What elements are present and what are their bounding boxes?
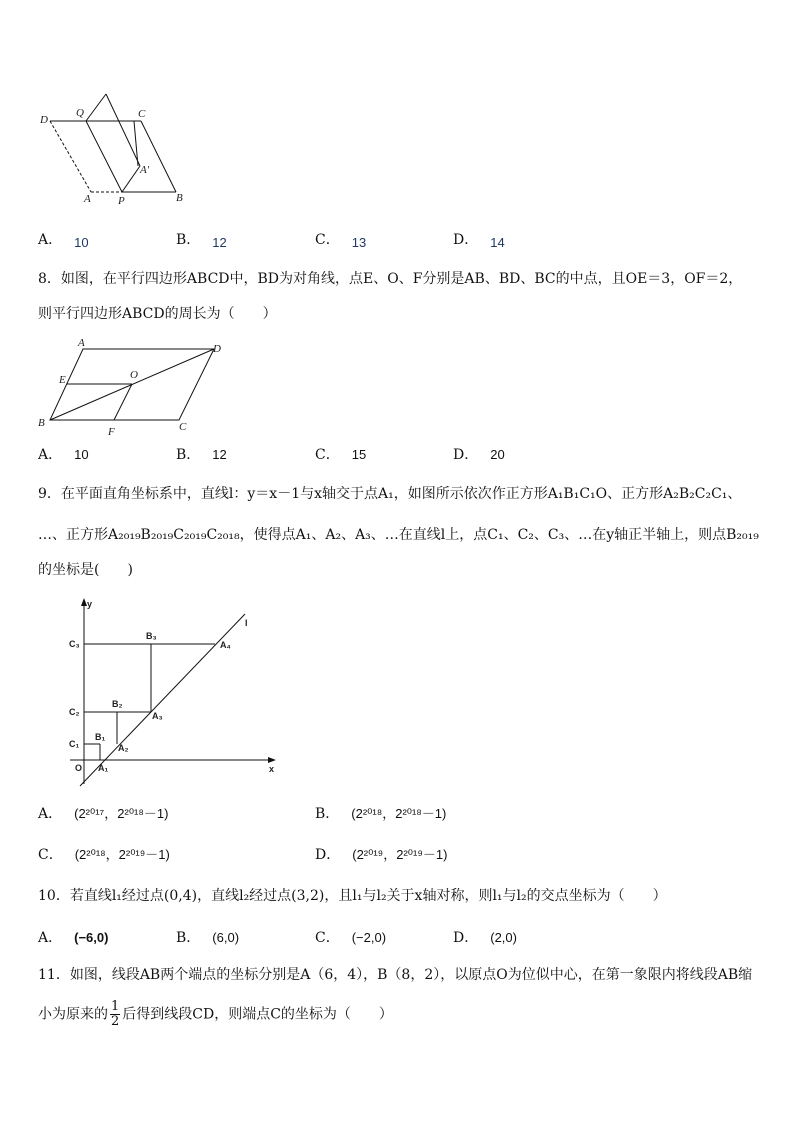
q11-question-line2 (38, 1000, 393, 1029)
q9-label-b1: B₁ (95, 732, 106, 742)
q9-option-a[interactable]: A． (2²⁰¹⁷，2²⁰¹⁸－1) (38, 806, 169, 822)
q9-label-a2: A₂ (118, 743, 129, 753)
q11-fraction-numerator: 1 (111, 999, 120, 1014)
q7-label-c: C (138, 108, 146, 120)
q9-label-c2: C₂ (69, 707, 80, 717)
q9-figure (60, 596, 280, 792)
q9-label-y: y (87, 599, 93, 609)
q8-option-d[interactable]: D． 20 (453, 447, 505, 463)
q9-question-line2: …、正方形A₂₀₁₉B₂₀₁₉C₂₀₁₉C₂₀₁₈，使得点A₁、A₂、A₃、…在直线l上，点C₁、C₂、C₃、…在y轴正半轴上，则点B₂₀₁₉ (38, 527, 759, 543)
q11-fraction (110, 1000, 120, 1029)
q9-question-line1: 9．在平面直角坐标系中，直线l：y＝x－1与x轴交于点A₁，如图所示依次作正方形A₁B₁C₁O、正方形A₂B₂C₂C₁、 (38, 486, 742, 502)
q8-label-f: F (108, 426, 115, 438)
q9-label-a3: A₃ (152, 711, 163, 721)
q8-label-d: D (213, 343, 221, 355)
q9-label-b2: B₂ (112, 699, 123, 709)
q7-label-p: P (118, 195, 125, 207)
q8-option-a[interactable]: A． 10 (38, 447, 89, 463)
q9-label-c1: C₁ (69, 739, 80, 749)
q7-label-b: B (176, 192, 183, 204)
q9-question-line3: 的坐标是( ) (38, 562, 133, 578)
q11-line2-after: 后得到线段CD，则端点C的坐标为（ ） (122, 1006, 393, 1023)
q9-label-l: l (245, 618, 248, 628)
q7-figure (36, 88, 196, 208)
q9-label-a4: A₄ (220, 640, 231, 650)
q9-label-a1: A₁ (98, 763, 109, 773)
q8-label-c: C (179, 421, 187, 433)
q7-option-d[interactable]: D． 14 (453, 232, 505, 250)
q9-option-c[interactable]: C． (2²⁰¹⁸，2²⁰¹⁹－1) (38, 847, 170, 863)
q7-label-q: Q (76, 107, 84, 119)
q9-label-x: x (269, 764, 275, 774)
q8-label-b: B (38, 417, 45, 429)
q11-fraction-denominator: 2 (111, 1014, 120, 1029)
q8-label-o: O (130, 369, 138, 381)
q10-option-c[interactable]: C． (−2,0) (315, 930, 387, 946)
q8-option-c[interactable]: C． 15 (315, 447, 367, 463)
q9-option-b[interactable]: B． (2²⁰¹⁸，2²⁰¹⁸－1) (315, 806, 447, 822)
q8-option-b[interactable]: B． 12 (176, 447, 227, 463)
q9-label-b3: B₃ (146, 631, 157, 641)
q9-label-c3: C₃ (69, 639, 80, 649)
q8-question-line2: 则平行四边形ABCD的周长为（ ） (38, 306, 277, 322)
q7-option-c[interactable]: C． 13 (315, 232, 367, 250)
q11-question-line1: 11．如图，线段AB两个端点的坐标分别是A（6，4），B（8，2），以原点O为位似中心，在第一象限内将线段AB缩 (38, 967, 753, 983)
q8-label-a: A (78, 337, 85, 349)
q10-question-line1: 10．若直线l₁经过点(0,4)，直线l₂经过点(3,2)，且l₁与l₂关于x轴对称，则l₁与l₂的交点坐标为（ ） (38, 888, 667, 904)
q7-option-b[interactable]: B． 12 (176, 232, 227, 250)
q10-option-d[interactable]: D． (2,0) (453, 930, 517, 946)
q7-option-a[interactable]: A． 10 (38, 232, 89, 250)
q8-figure (34, 334, 234, 440)
q8-question-line1: 8．如图，在平行四边形ABCD中，BD为对角线，点E、O、F分别是AB、BD、BC的中点，且OE＝3，OF＝2， (38, 271, 743, 287)
q7-label-a-prime: A′ (140, 164, 150, 176)
q10-option-b[interactable]: B． (6,0) (176, 930, 240, 946)
q7-label-d: D (40, 114, 48, 126)
q10-option-a[interactable]: A． (−6,0) (38, 930, 109, 946)
q11-line2-before: 小为原来的 (38, 1006, 108, 1023)
q9-label-o: O (75, 763, 83, 773)
q9-option-d[interactable]: D． (2²⁰¹⁹，2²⁰¹⁹－1) (315, 847, 448, 863)
q8-label-e: E (59, 374, 66, 386)
q7-label-a: A (84, 193, 91, 205)
